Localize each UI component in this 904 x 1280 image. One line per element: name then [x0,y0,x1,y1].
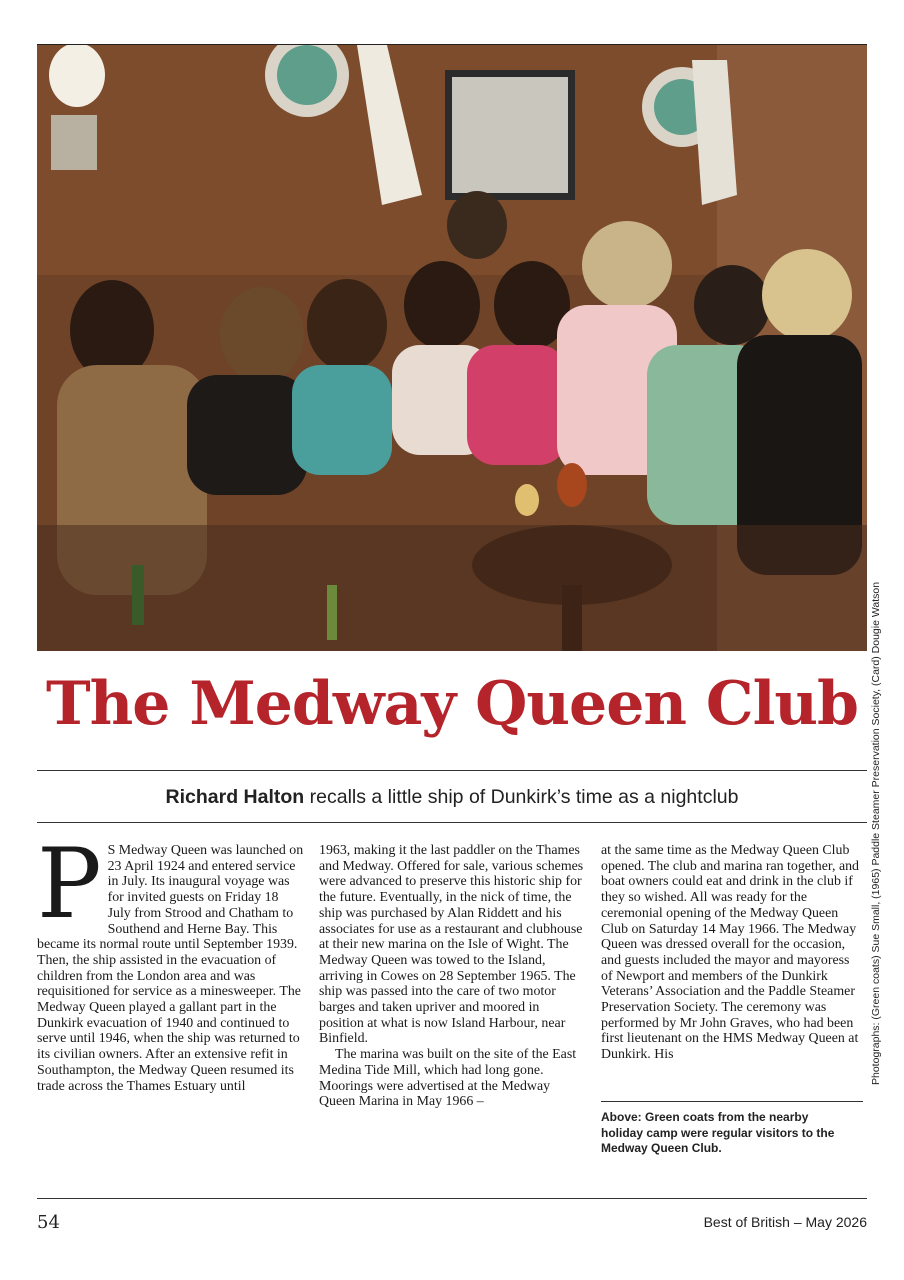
standfirst [37,786,867,809]
page-title: The Medway Queen Club [45,669,859,739]
body-paragraph: 1963, making it the last paddler on the Thames and Medway. Offered for sale, various schemes were advanced to preserve this historic ship for the future. Eventually, in the nick of time, the ship was purchased by Alan Riddett and his associates for use as a restaurant and clubhouse at their new marina on the Isle of Wight. The Medway Queen was towed to the Island, arriving in Cowes on 28 September 1965. The ship was passed into the care of two motor barges and taken upriver and moored in position at what is now Island Harbour, near Binfield. [319,843,584,1047]
author-name: Richard Halton [165,786,305,808]
footer-rule [37,1198,867,1199]
standfirst-rule [37,822,867,823]
drop-cap: P [37,828,102,940]
body-paragraph: S Medway Queen was launched on 23 April 1924 and entered service in July. Its inaugural voyage was for invited guests on Friday 18 July from Strood and Chatham to Southend and Herne Bay. This became its normal route until September 1939. Then, the ship assisted in the evacuation of children from the London area and was requisitioned for service as a minesweeper. The Medway Queen played a gallant part in the Dunkirk evacuation of 1940 and continued to serve until 1946, when the ship was returned to its civilian owners. After an extensive refit in Southampton, the Medway Queen resumed its trade across the Thames Estuary until [37,843,304,1094]
title-rule [37,770,867,771]
issue-label: Best of British – May 2026 [703,1214,867,1230]
body-column-1 [37,828,305,1094]
page-number: 54 [37,1212,60,1233]
body-paragraph: The marina was built on the site of the East Medina Tide Mill, which had long gone. Moorings were advertised at the Medway Queen Marina in May 1966 – [319,1047,577,1110]
photo-caption: Above: Green coats from the nearby holiday camp were regular visitors to the Medway Queen Club. [601,1110,835,1155]
body-column-3 [601,843,863,1063]
photo-credit: Photographs: (Green coats) Sue Small, (1965) Paddle Steamer Preservation Society, (Card) Dougie Watson [870,581,882,1085]
club-photo [37,45,867,651]
standfirst-text: recalls a little ship of Dunkirk’s time as a nightclub [304,786,739,808]
body-column-2 [319,843,587,1110]
caption-rule [601,1101,863,1102]
body-paragraph: at the same time as the Medway Queen Club opened. The club and marina ran together, and boat owners could eat and drink in the club if they so wished. All was ready for the ceremonial opening of the Medway Queen Club on Saturday 14 May 1966. The Medway Queen was dressed overall for the occasion, and guests included the mayor and mayoress of Newport and members of the Dunkirk Veterans’ Association and the Paddle Steamer Preservation Society. The ceremony was performed by Mr John Graves, who had been first lieutenant on the HMS Medway Queen at Dunkirk. His [601,843,859,1063]
